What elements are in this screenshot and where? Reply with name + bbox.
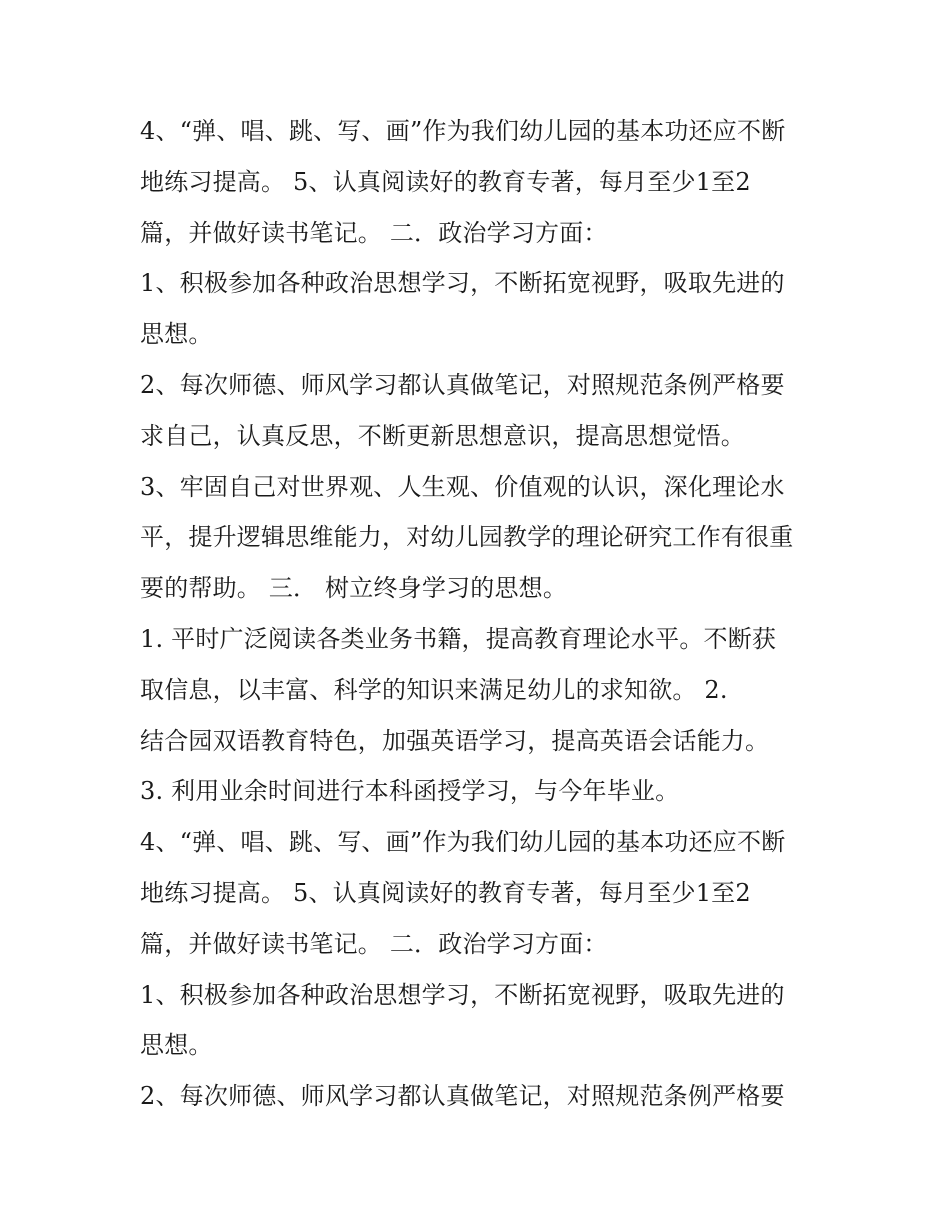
text-line: 1、积极参加各种政治思想学习，不断拓宽视野，吸取先进的 xyxy=(140,269,785,298)
text-line: 2、每次师德、师风学习都认真做笔记，对照规范条例严格要 xyxy=(140,370,785,399)
document-body xyxy=(140,106,830,1122)
text-line: 思想。 xyxy=(140,320,213,349)
text-line: 1. 平时广泛阅读各类业务书籍，提高教育理论水平。不断获 xyxy=(140,624,777,653)
text-line: 取信息，以丰富、科学的知识来满足幼儿的求知欲。 2. xyxy=(140,675,728,704)
text-line: 结合园双语教育特色，加强英语学习，提高英语会话能力。 xyxy=(140,726,770,755)
text-line: 地练习提高。 5、认真阅读好的教育专著，每月至少1至2 xyxy=(140,878,751,907)
text-line: 求自己，认真反思，不断更新思想意识，提高思想觉悟。 xyxy=(140,421,745,450)
text-line: 地练习提高。 5、认真阅读好的教育专著，每月至少1至2 xyxy=(140,167,751,196)
text-line: 3、牢固自己对世界观、人生观、价值观的认识，深化理论水 xyxy=(140,472,785,501)
text-line: 4、“弹、唱、跳、写、画”作为我们幼儿园的基本功还应不断 xyxy=(140,117,786,145)
text-line: 1、积极参加各种政治思想学习，不断拓宽视野，吸取先进的 xyxy=(140,980,785,1009)
text-line: 3. 利用业余时间进行本科函授学习，与今年毕业。 xyxy=(140,777,680,806)
text-line: 思想。 xyxy=(140,1031,213,1060)
text-line: 要的帮助。 三． 树立终身学习的思想。 xyxy=(140,574,568,603)
text-line: 平，提升逻辑思维能力，对幼儿园教学的理论研究工作有很重 xyxy=(140,523,794,552)
text-line: 篇，并做好读书笔记。 二．政治学习方面： xyxy=(140,929,608,958)
text-line: 2、每次师德、师风学习都认真做笔记，对照规范条例严格要 xyxy=(140,1082,785,1111)
text-line: 篇，并做好读书笔记。 二．政治学习方面： xyxy=(140,218,608,247)
text-line: 4、“弹、唱、跳、写、画”作为我们幼儿园的基本功还应不断 xyxy=(140,828,786,857)
